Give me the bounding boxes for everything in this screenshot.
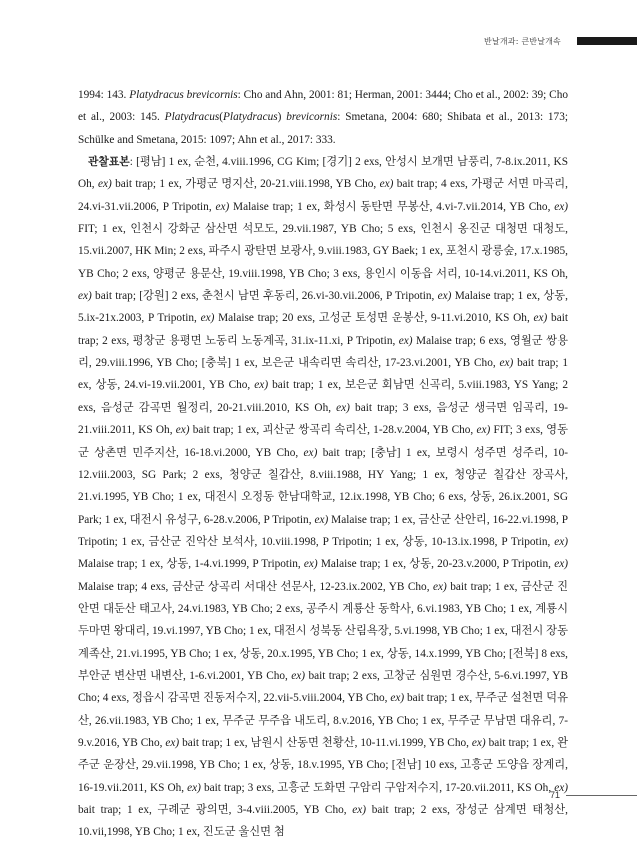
- specimens-text: : [평남] 1 ex, 순천, 4.viii.1996, CG Kim; [경기] 2 exs, 안성시 보개면 남풍리, 7-8.ix.2011, KS Oh, ex) bait trap; 1 ex, 가평군 명지산, 20-21.viii.1998, YB Cho, ex) bait trap; 4 exs, 가평군 서면 마곡리, 24.vi-31.vii.2006, P Tripotin, ex) Malaise trap; 1 ex, 화성시 동탄면 무봉산, 4.vi-7.vii.2014, YB Cho, ex) FIT; 1 ex, 인천시 강화군 삼산면 석모도, 29.vii.1987, YB Cho; 5 exs, 인천시 옹진군 대청면 대청도, 15.vii.2007, HK Min; 2 exs, 파주시 광탄면 보광사, 9.viii.1983, GY Baek; 1 ex, 포천시 광릉숲, 17.x.1985, YB Cho; 2 exs, 양평군 용문산, 19.viii.1998, YB Cho; 3 exs, 용인시 이동읍 서리, 10-14.vi.2011, KS Oh, ex) bait trap; [강원] 2 exs, 춘천시 남면 후동리, 26.vi-30.vii.2006, P Tripotin, ex) Malaise trap; 1 ex, 상동, 5.ix-21x.2003, P Tripotin, ex) Malaise trap; 20 exs, 고성군 토성면 운봉산, 9-11.vi.2010, KS Oh, ex) bait trap; 2 exs, 평창군 용평면 노동리 노동계곡, 31.ix-11.xi, P Tripotin, ex) Malaise trap; 6 exs, 영월군 쌍용리, 29.viii.1996, YB Cho; [충북] 1 ex, 보은군 내속리면 속리산, 17-23.vi.2001, YB Cho, ex) bait trap; 1 ex, 상동, 24.vi-19.vii.2001, YB Cho, ex) bait trap; 1 ex, 보은군 회남면 신곡리, 5.viii.1983, YS Yang; 2 exs, 음성군 감곡면 월정리, 20-21.viii.2010, KS Oh, ex) bait trap; 3 exs, 음성군 생극면 임곡리, 19-21.viii.2011, KS Oh, ex) bait trap; 1 ex, 괴산군 쌍곡리 속리산, 1-28.v.2004, YB Cho, ex) FIT; 3 exs, 영동군 상촌면 민주지산, 16-18.vi.2000, YB Cho, ex) bait trap; [충남] 1 ex, 보령시 성주면 성주리, 10-12.viii.2003, SG Park; 2 exs, 청양군 칠갑산, 8.viii.1988, HY Yang; 1 ex, 청양군 칠갑산 장곡사, 21.vi.1995, YB Cho; 1 ex, 대전시 오정동 한남대학교, 12.ix.1998, YB Cho; 6 exs, 상동, 26.ix.2001, SG Park; 1 ex, 대전시 유성구, 6-28.v.2006, P Tripotin, ex) Malaise trap; 1 ex, 금산군 산안리, 16-22.vi.1998, P Tripotin; 1 ex, 금산군 진악산 보석사, 10.viii.1998, P Tripotin; 1 ex, 상동, 10-13.ix.1998, P Tripotin, ex) Malaise trap; 1 ex, 상동, 1-4.vi.1999, P Tripotin, ex) Malaise trap; 1 ex, 상동, 20-23.v.2000, P Tripotin, ex) Malaise trap; 4 exs, 금산군 상곡리 서대산 선문사, 12-23.ix.2002, YB Cho, ex) bait trap; 1 ex, 금산군 진안면 대둔산 태고사, 24.vi.1983, YB Cho; 2 exs, 공주시 계룡산 동학사, 6.vi.1983, YB Cho; 1 ex, 계룡시 두마면 왕대리, 19.vi.1997, YB Cho; 1 ex, 대전시 성북동 산림욕장, 5.vi.1998, YB Cho; 1 ex, 대전시 장동 계족산, 21.vi.1995, YB Cho; 1 ex, 상동, 20.x.1995, YB Cho; 1 ex, 상동, 14.x.1999, YB Cho; [전북] 8 exs, 부안군 변산면 내변산, 1-6.vi.2001, YB Cho, ex) bait trap; 2 exs, 고창군 심원면 경수산, 5-6.vi.1997, YB Cho; 4 exs, 정읍시 감곡면 진동저수지, 22.vii-5.viii.2004, YB Cho, ex) bait trap; 1 ex, 무주군 설천면 덕유산, 26.vii.1983, YB Cho; 1 ex, 무주군 무주읍 내도리, 8.v.2016, YB Cho; 1 ex, 무주군 무남면 대유리, 7-9.v.2016, YB Cho, ex) bait trap; 1 ex, 남원시 산동면 천황산, 10-11.vi.1999, YB Cho, ex) bait trap; 1 ex, 완주군 운장산, 29.vii.1998, YB Cho; 1 ex, 상동, 18.v.1995, YB Cho; [전남] 10 exs, 고흥군 도양읍 장계리, 16-19.vii.2011, KS Oh, ex) bait trap; 3 exs, 고흥군 도화면 구암리 구암저수지, 17-20.vii.2011, KS Oh, ex) bait trap; 1 ex, 구례군 광의면, 3-4.viii.2005, YB Cho, ex) bait trap; 2 exs, 장성군 삼계면 태청산, 10.vii,1998, YB Cho; 1 ex, 진도군 울신면 첨: [78, 156, 569, 839]
- specimens-paragraph: [78, 151, 568, 844]
- footer-rule: [566, 795, 637, 796]
- document-body: [78, 84, 568, 844]
- references-paragraph: 1994: 143. Platydracus brevicornis: Cho and Ahn, 2001: 81; Herman, 2001: 3444; Cho et al., 2002: 39; Cho et al., 2003: 145. Platydracus(Platydracus) brevicornis: Smetana, 2004: 680; Shibata et al., 2013: 173; Schülke and Smetana, 2015: 1097; Ahn et al., 2017: 333.: [78, 89, 568, 146]
- page-number: 71: [550, 790, 561, 800]
- header-decorative-bar: [577, 37, 637, 45]
- running-header-title: 반날개과: 큰반날개속: [484, 37, 561, 46]
- specimens-label: 관찰표본: [88, 155, 130, 169]
